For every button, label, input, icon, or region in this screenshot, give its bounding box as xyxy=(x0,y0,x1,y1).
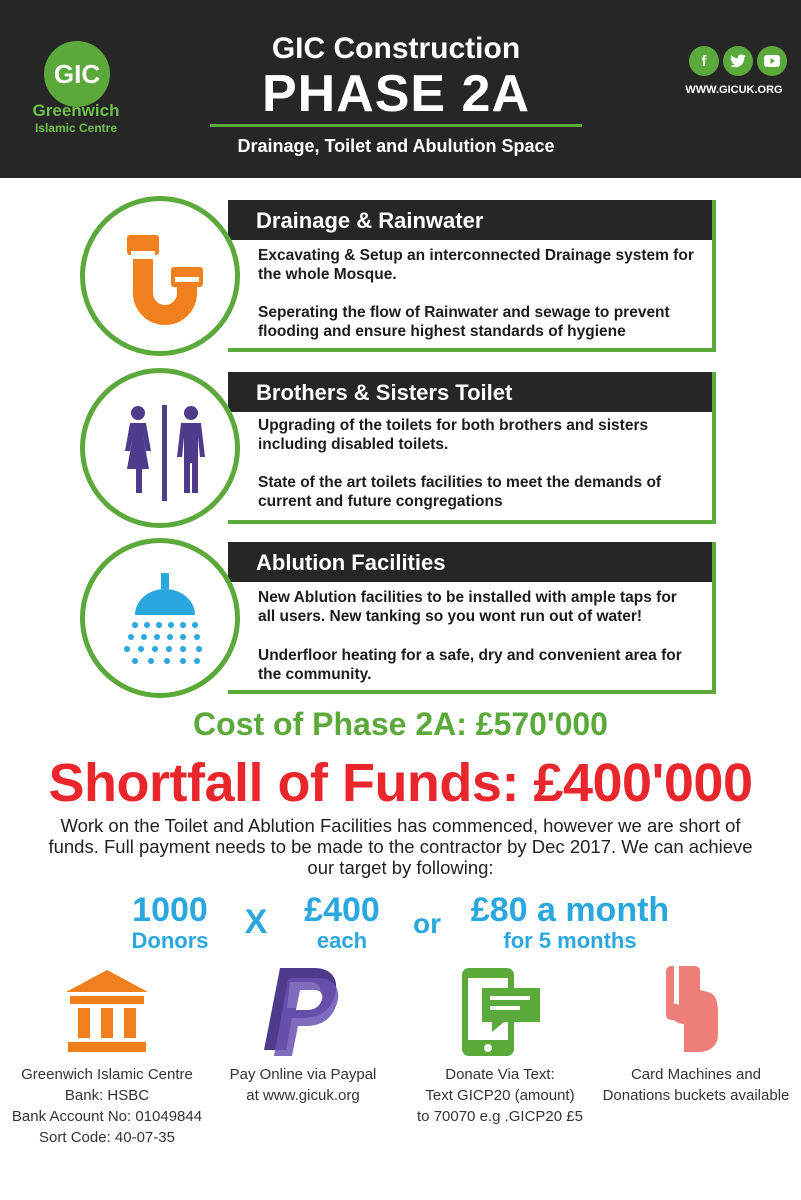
twitter-icon[interactable] xyxy=(723,46,753,76)
title-divider xyxy=(210,124,582,127)
monthly-amount: £80 a month xyxy=(470,891,670,929)
logo-badge xyxy=(44,41,110,107)
text-donation-line: Text GICP20 (amount) xyxy=(425,1087,575,1104)
text-donation-line: Donate Via Text: xyxy=(445,1066,555,1083)
bank-line: Greenwich Islamic Centre xyxy=(21,1066,193,1083)
bank-line: Sort Code: 40-07-35 xyxy=(39,1129,175,1146)
logo-name: Greenwich xyxy=(32,101,120,120)
card-payment-icon xyxy=(652,962,732,1058)
section-icon-circle xyxy=(80,196,240,356)
shortfall-line: Shortfall of Funds: £400'000 xyxy=(48,753,753,813)
section-icon-circle xyxy=(80,538,240,698)
facebook-icon[interactable]: f xyxy=(689,46,719,76)
section-paragraph-1: New Ablution facilities to be installed with ample taps for all users. New tanking so you wont run out of water! xyxy=(258,589,677,625)
section-ablution xyxy=(80,538,720,698)
website-link[interactable]: WWW.GICUK.ORG xyxy=(685,84,783,96)
toilet-people-icon xyxy=(105,393,225,513)
phone-text-icon xyxy=(456,964,546,1060)
bank-line: Bank Account No: 01049844 xyxy=(11,1108,203,1125)
amount-number: £400 xyxy=(304,891,380,929)
logo-subtitle: Islamic Centre xyxy=(34,121,118,135)
logo-initials: GIC xyxy=(53,58,101,89)
section-paragraph-1: Excavating & Setup an interconnected Drainage system for the whole Mosque. xyxy=(258,247,694,283)
text-donation-line: to 70070 e.g .GICP20 £5 xyxy=(417,1108,583,1125)
donors-label: Donors xyxy=(131,928,209,953)
monthly-label: for 5 months xyxy=(503,928,637,953)
shower-icon xyxy=(105,563,225,683)
bank-icon xyxy=(62,966,152,1056)
section-paragraph-2: State of the art toilets facilities to meet the demands of current and future congregations xyxy=(258,474,662,510)
youtube-icon[interactable] xyxy=(757,46,787,76)
section-icon-circle xyxy=(80,368,240,528)
section-paragraph-2: Seperating the flow of Rainwater and sewage to prevent flooding and ensure highest standards of hygiene xyxy=(258,304,670,340)
text-donation-details xyxy=(402,1064,598,1127)
or-label: or xyxy=(413,908,441,939)
paypal-icon xyxy=(258,964,344,1060)
card-machine-line: Card Machines and xyxy=(630,1066,762,1083)
pipe-icon xyxy=(105,221,225,341)
section-title: Drainage & Rainwater xyxy=(256,208,484,233)
paypal-link[interactable]: at www.gicuk.org xyxy=(246,1087,360,1104)
bank-details xyxy=(2,1064,212,1148)
phase-title: PHASE 2A xyxy=(261,65,531,123)
header xyxy=(0,0,801,178)
section-paragraph-1: Upgrading of the toilets for both brothers and sisters including disabled toilets. xyxy=(258,417,649,453)
section-paragraph-2: Underfloor heating for a safe, dry and convenient area for the community. xyxy=(258,647,682,683)
donors-number: 1000 xyxy=(132,891,208,929)
bank-line: Bank: HSBC xyxy=(64,1087,150,1104)
times-symbol: X xyxy=(244,903,268,941)
paypal-line: Pay Online via Paypal xyxy=(229,1066,377,1083)
paypal-details xyxy=(208,1064,398,1106)
funding-description: Work on the Toilet and Ablution Facilities has commenced, however we are short of funds. Full payment needs to be made to the contractor by Dec 2017. We can achieve our target by following: xyxy=(48,815,753,878)
page-subtitle: Drainage, Toilet and Abulution Space xyxy=(237,136,555,156)
card-machine-details xyxy=(596,1064,796,1106)
section-title: Ablution Facilities xyxy=(256,550,446,575)
page-title: GIC Construction xyxy=(271,32,521,65)
cost-line: Cost of Phase 2A: £570'000 xyxy=(193,706,608,742)
section-drainage xyxy=(80,196,720,356)
card-machine-line: Donations buckets available xyxy=(602,1087,790,1104)
section-toilet xyxy=(80,368,720,528)
amount-label: each xyxy=(316,928,368,953)
section-title: Brothers & Sisters Toilet xyxy=(256,380,513,405)
